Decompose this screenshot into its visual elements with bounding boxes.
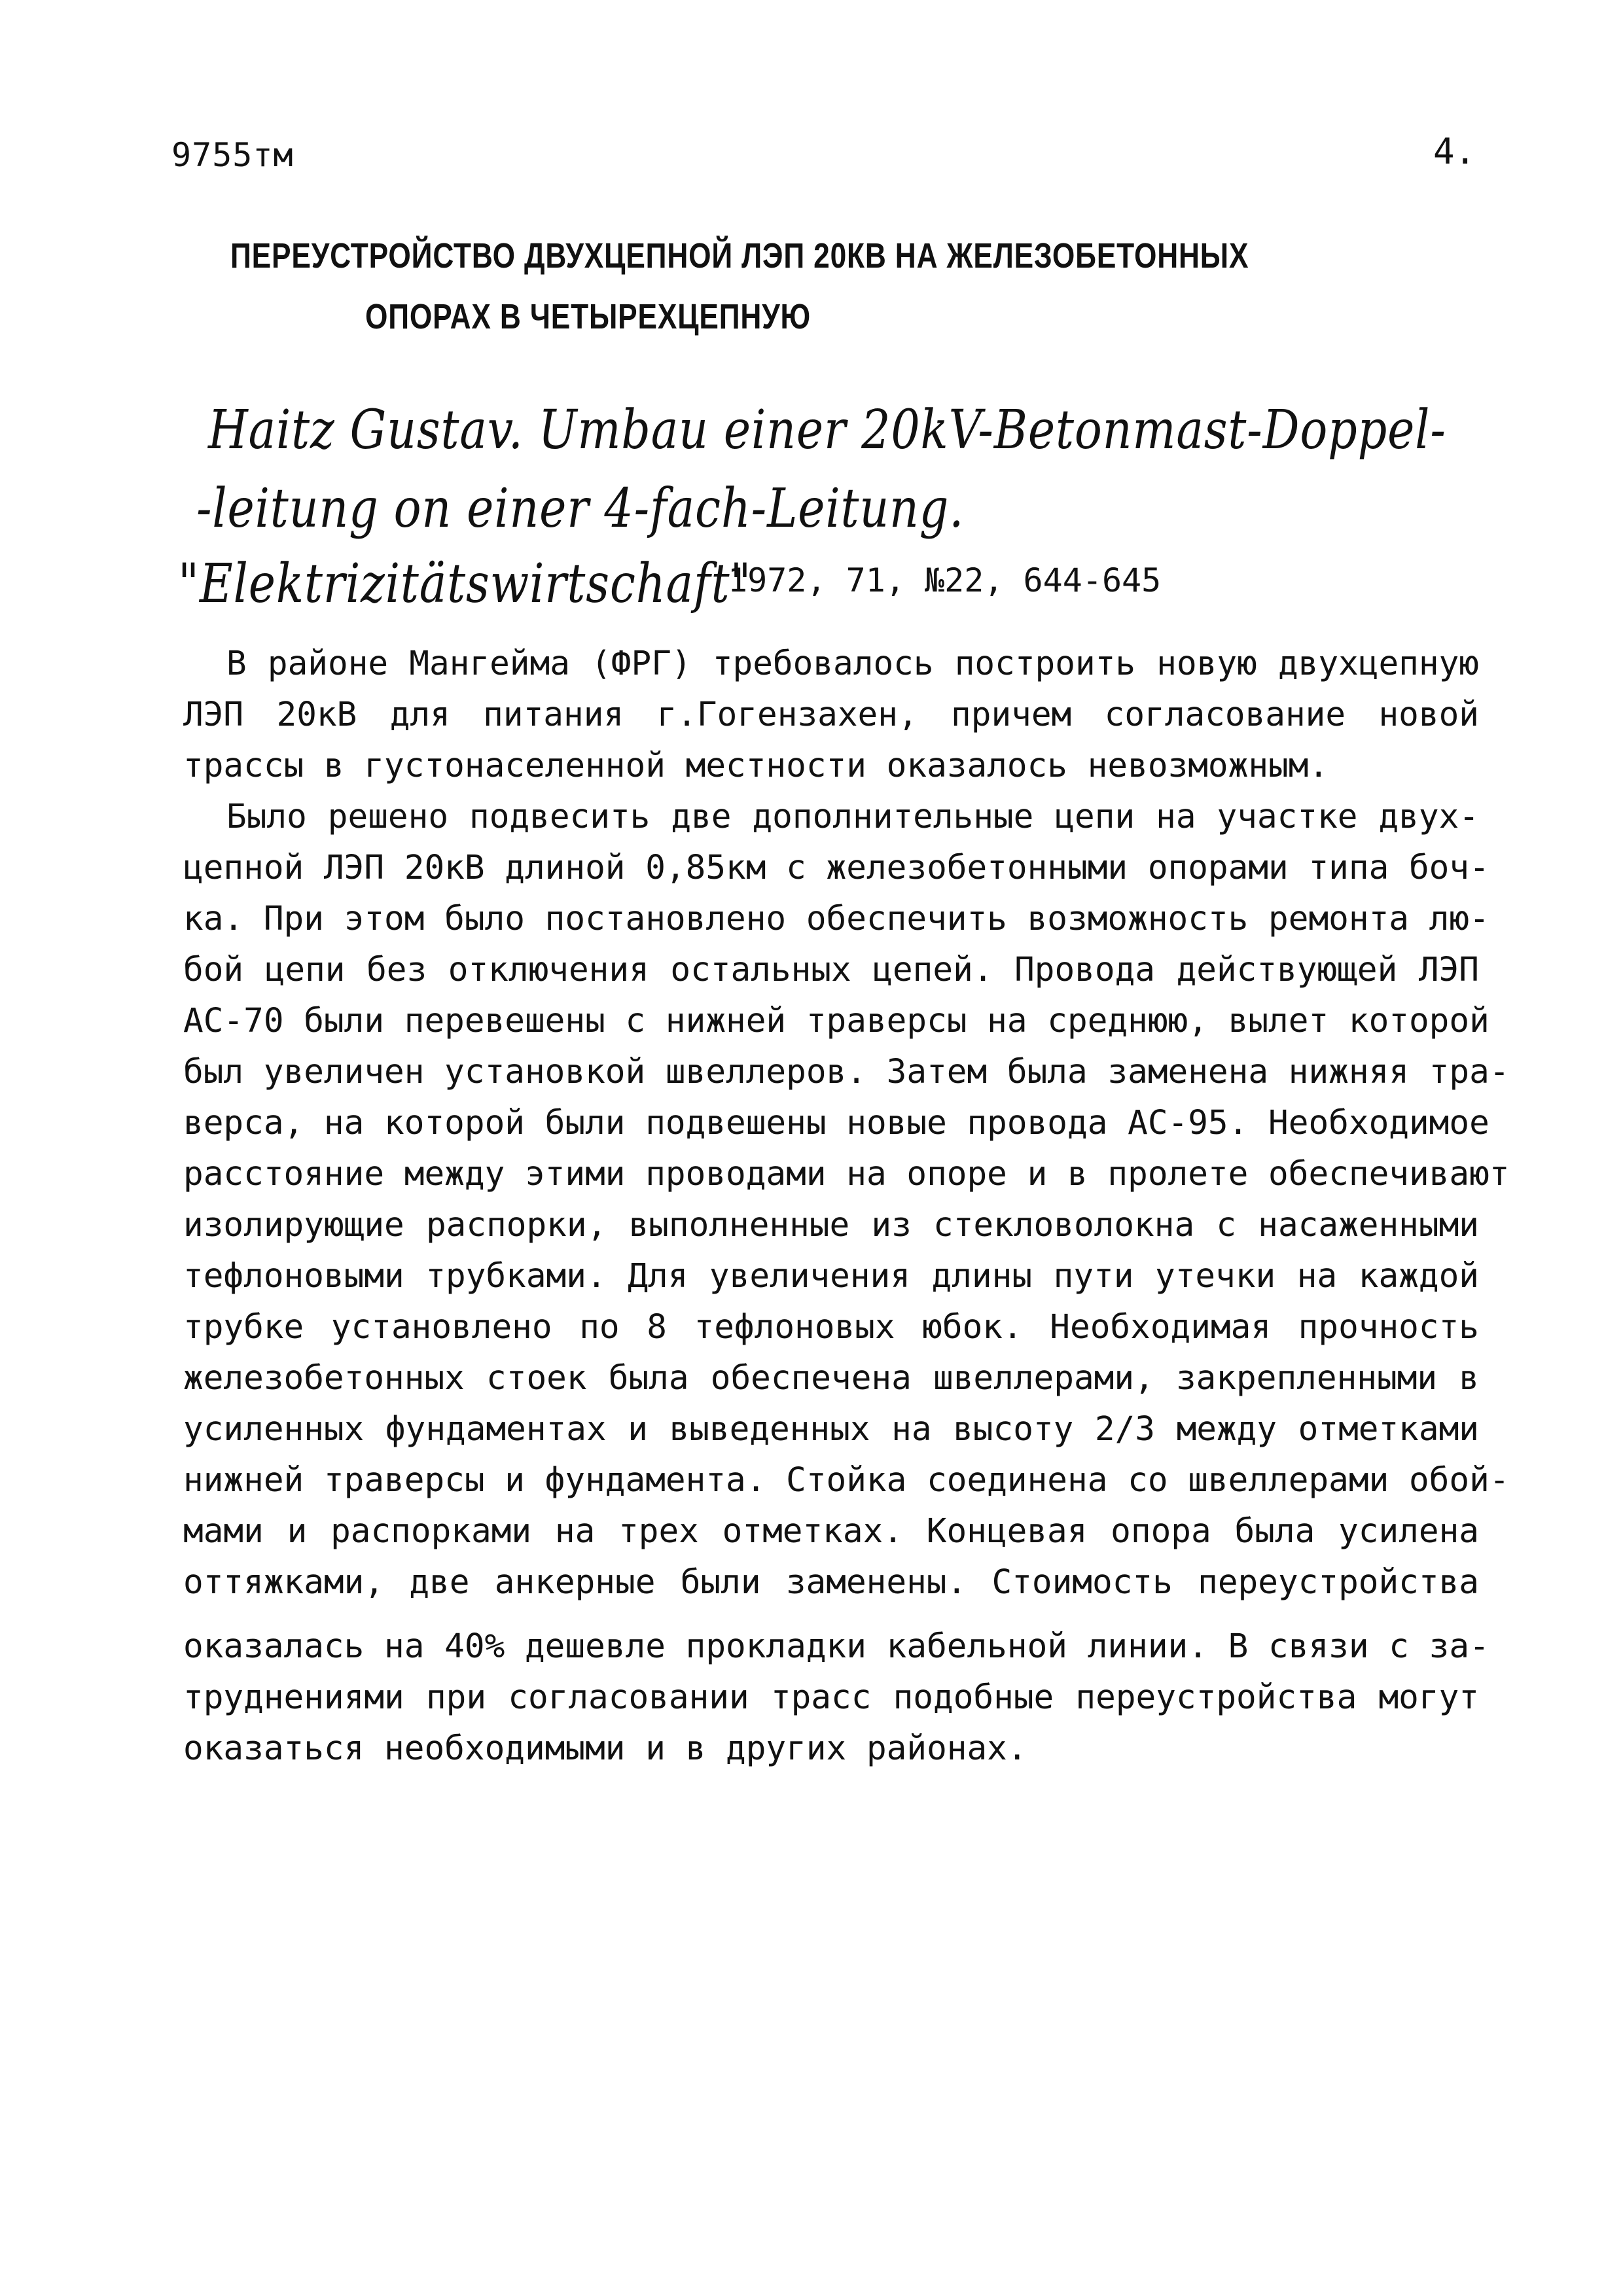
- paragraph-1: [183, 639, 1479, 792]
- text-line: изолирующие распорки, выполненные из стекловолокна с насаженными: [183, 1206, 1479, 1245]
- text-line: был увеличен установкой швеллеров. Затем была заменена нижняя тра-: [183, 1053, 1510, 1091]
- paragraph-2: [183, 792, 1510, 1608]
- page-number: 4.: [1433, 131, 1476, 172]
- citation-details: 1972, 71, №22, 644-645: [728, 561, 1162, 599]
- text-line: ЛЭП 20кВ для питания г.Гогензахен, причем согласование новой: [183, 696, 1479, 734]
- text-line: Было решено подвесить две дополнительные цепи на участке двух-: [226, 798, 1479, 836]
- text-line: ка. При этом было постановлено обеспечить возможность ремонта лю-: [183, 900, 1489, 938]
- text-line: мами и распорками на трех отметках. Концевая опора была усилена: [183, 1512, 1479, 1551]
- text-line: В районе Мангейма (ФРГ) требовалось построить новую двухцепную: [226, 645, 1479, 683]
- document-title-line-2: ОПОРАХ В ЧЕТЫРЕХЦЕПНУЮ: [365, 297, 812, 336]
- text-line: оттяжками, две анкерные были заменены. Стоимость переустройства: [183, 1563, 1479, 1602]
- text-line: труднениями при согласовании трасс подобные переустройства могут: [183, 1678, 1479, 1717]
- text-line: АС-70 были перевешены с нижней траверсы на среднюю, вылет которой: [183, 1002, 1489, 1040]
- paragraph-3: [183, 1621, 1489, 1775]
- document-title-line-1: ПЕРЕУСТРОЙСТВО ДВУХЦЕПНОЙ ЛЭП 20КВ НА ЖЕЛЕЗОБЕТОННЫХ: [230, 236, 1249, 275]
- text-line: нижней траверсы и фундамента. Стойка соединена со швеллерами обой-: [183, 1461, 1510, 1500]
- handwritten-citation-line-2: -leitung on einer 4-fach-Leitung.: [196, 478, 965, 540]
- text-line: трассы в густонаселенной местности оказалось невозможным.: [183, 747, 1329, 785]
- text-line: тефлоновыми трубками. Для увеличения длины пути утечки на каждой: [183, 1257, 1479, 1296]
- abstract-body: [183, 639, 1510, 1775]
- text-line: верса, на которой были подвешены новые провода АС-95. Необходимое: [183, 1104, 1489, 1142]
- handwritten-citation-line-1: Haitz Gustav. Umbau einer 20kV-Betonmast-Doppel-: [208, 399, 1446, 461]
- handwritten-journal-name: "Elektrizitätswirtschaft": [178, 553, 752, 615]
- text-line: железобетонных стоек была обеспечена швеллерами, закрепленными в: [183, 1359, 1479, 1398]
- text-line: трубке установлено по 8 тефлоновых юбок. Необходимая прочность: [183, 1308, 1479, 1347]
- document-code: 9755тм: [171, 136, 294, 174]
- text-line: цепной ЛЭП 20кВ длиной 0,85км с железобетонными опорами типа боч-: [183, 849, 1489, 887]
- text-line: бой цепи без отключения остальных цепей. Провода действующей ЛЭП: [183, 951, 1479, 989]
- text-line: усиленных фундаментах и выведенных на высоту 2/3 между отметками: [183, 1410, 1479, 1449]
- text-line: расстояние между этими проводами на опоре и в пролете обеспечивают: [183, 1155, 1510, 1193]
- text-line: оказалась на 40% дешевле прокладки кабельной линии. В связи с за-: [183, 1627, 1489, 1666]
- text-line: оказаться необходимыми и в других районах.: [183, 1729, 1027, 1768]
